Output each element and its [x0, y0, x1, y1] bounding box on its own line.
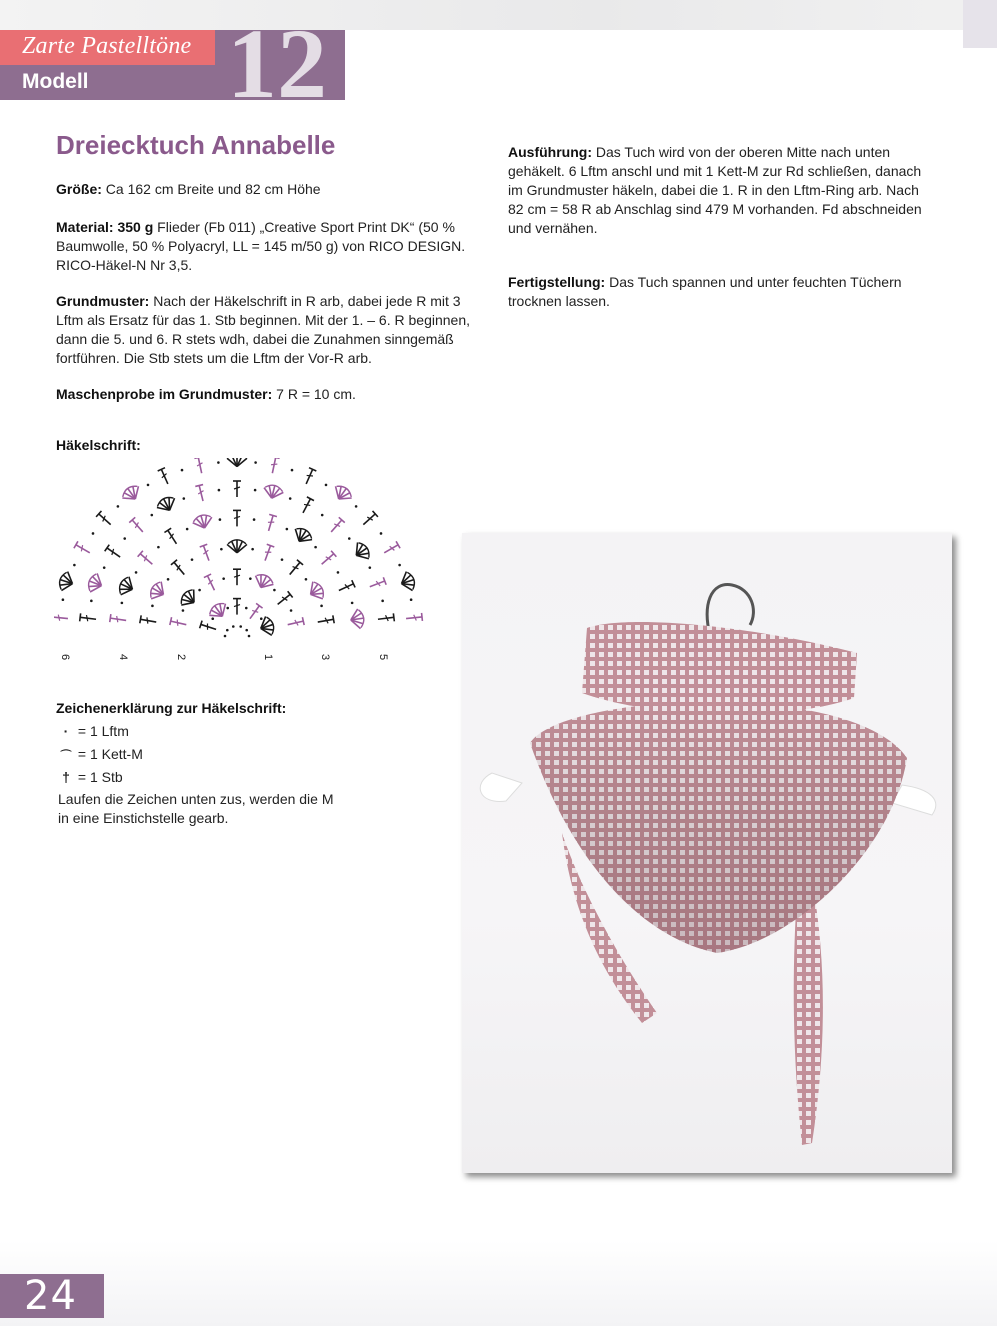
chain-dot	[251, 548, 254, 551]
section-subtitle: Zarte Pastelltöne	[22, 33, 192, 59]
chain-dot	[222, 577, 225, 580]
chain-dot	[314, 546, 317, 549]
size-paragraph	[56, 180, 476, 199]
double-crochet-symbol	[140, 615, 157, 626]
chain-dot	[380, 532, 383, 535]
chain-dot	[198, 589, 201, 592]
shell-symbol	[116, 575, 136, 599]
shell-symbol	[178, 587, 201, 611]
chain-dot	[92, 532, 95, 535]
shell-symbol	[155, 494, 179, 515]
double-crochet-symbol	[195, 485, 207, 502]
shell-symbol	[191, 513, 214, 531]
double-crochet-symbol	[233, 569, 241, 585]
material-paragraph	[56, 218, 476, 275]
row-number: 4	[117, 654, 129, 661]
footer-strip	[0, 1240, 997, 1326]
double-crochet-symbol	[337, 580, 355, 594]
double-crochet-symbol	[110, 614, 127, 624]
chain-dot	[351, 602, 354, 605]
shell-symbol	[291, 525, 315, 547]
legend-item-text: = 1 Lftm	[74, 723, 129, 739]
chain-dot	[167, 578, 170, 581]
chain-dot	[325, 484, 328, 487]
double-crochet-symbol	[129, 517, 146, 534]
chain-dot	[62, 598, 65, 601]
double-crochet-symbol	[261, 544, 274, 562]
chain-dot	[355, 505, 358, 508]
chain-dot	[103, 566, 106, 569]
gauge-paragraph	[56, 385, 476, 404]
double-crochet-symbol	[200, 544, 213, 562]
double-crochet-symbol	[138, 551, 155, 568]
double-crochet-symbol	[74, 541, 92, 556]
legend-item-slip	[58, 745, 143, 766]
chart-heading	[56, 436, 476, 455]
pattern-text: Nach der Häkelschrift in R arb, dabei jede R mit 3 Lftm als Ersatz für das 1. Stb beginnen. Mit der 1. – 6. R beginnen, dann die 5. und 6. R stets wdh, dabei die Zunahmen sinngemäß fortführen. Die Stb stets um die Lftm der Vor-R arb.	[56, 293, 471, 366]
shell-symbol	[147, 579, 168, 603]
row-number: 5	[377, 654, 389, 661]
chain-dot	[191, 558, 194, 561]
double-crochet-symbol	[233, 510, 241, 526]
shell-symbol	[86, 572, 105, 595]
shell-symbol	[351, 540, 373, 564]
chart-label: Häkelschrift:	[56, 437, 141, 453]
chain-dot	[219, 518, 222, 521]
chain-stitch-icon: ·	[63, 723, 69, 739]
execution-paragraph	[508, 143, 938, 238]
double-crochet-symbol	[361, 511, 378, 528]
double-crochet-symbol	[171, 560, 187, 577]
shell-symbol	[398, 570, 417, 593]
double-crochet-symbol	[194, 458, 205, 474]
shawl-photo	[462, 533, 952, 1173]
top-border-strip	[0, 0, 997, 30]
double-crochet-symbol	[105, 545, 123, 561]
slip-stitch-icon: ⌒	[60, 750, 72, 762]
chain-dot	[121, 602, 124, 605]
model-number: 12	[227, 8, 327, 119]
chain-dot	[183, 497, 186, 500]
chain-dot	[254, 489, 257, 492]
chain-dot	[218, 489, 221, 492]
chain-dot	[90, 600, 93, 603]
double-crochet-symbol	[302, 468, 316, 486]
double-crochet-symbol	[204, 574, 218, 592]
shell-symbol	[306, 579, 327, 603]
chain-dot	[369, 566, 372, 569]
chain-dot	[249, 577, 252, 580]
legend-item-chain	[58, 722, 129, 741]
double-crochet-symbol	[164, 528, 179, 546]
legend-item-double	[58, 768, 123, 787]
chain-dot	[290, 609, 293, 612]
pattern-label: Grundmuster:	[56, 293, 150, 309]
double-crochet-symbol	[287, 560, 303, 577]
chain-dot	[320, 605, 323, 608]
shell-symbol	[57, 570, 76, 593]
double-crochet-symbol	[287, 617, 304, 628]
double-crochet-symbol	[406, 613, 423, 623]
row-number: 6	[59, 654, 71, 661]
double-crochet-symbol	[200, 621, 218, 634]
chain-dot	[239, 625, 242, 628]
shell-symbol	[349, 608, 365, 630]
double-crochet-symbol	[233, 599, 241, 615]
double-crochet-symbol	[319, 551, 336, 568]
shell-symbol	[252, 571, 276, 591]
double-crochet-symbol	[54, 613, 68, 623]
page-title: Dreiecktuch Annabelle	[56, 130, 336, 160]
chain-dot	[254, 461, 257, 464]
chain-dot	[226, 607, 229, 610]
double-crochet-symbol	[80, 613, 97, 623]
chain-dot	[232, 625, 235, 628]
chain-dot	[381, 600, 384, 603]
page-number: 24	[0, 1274, 104, 1318]
chain-dot	[151, 605, 154, 608]
chain-dot	[281, 558, 284, 561]
execution-label: Ausführung:	[508, 144, 592, 160]
chain-dot	[150, 514, 153, 517]
chain-dot	[410, 598, 413, 601]
chain-dot	[273, 589, 276, 592]
double-crochet-symbol	[96, 511, 113, 528]
legend-item-text: = 1 Kett-M	[74, 746, 143, 762]
chain-dot	[253, 518, 256, 521]
double-crochet-symbol	[328, 517, 345, 534]
shell-symbol	[207, 600, 231, 622]
shell-symbol	[227, 540, 247, 553]
execution-text: Das Tuch wird von der oberen Mitte nach unten gehäkelt. 6 Lftm anschl und mit 1 Kett-M zur Rd schließen, danach im Grundmuster häkeln, dabei die 1. R in den Lftm-Ring arb. Nach 82 cm = 58 R ab Anschlag sind 479 M vorhanden. Fd abschneiden und vernähen.	[508, 144, 922, 236]
chain-dot	[289, 497, 292, 500]
material-text: Flieder (Fb 011) „Creative Sport Print DK“ (50 % Baumwolle, 50 % Polyacryl, LL = 145 m/50 g) von RICO DESIGN. RICO-Häkel-N Nr 3,5.	[56, 219, 466, 273]
chain-dot	[337, 571, 340, 574]
double-crochet-symbol	[265, 514, 277, 532]
size-label: Größe:	[56, 181, 102, 197]
double-crochet-symbol	[382, 541, 400, 556]
double-crochet-symbol	[275, 591, 292, 607]
chain-dot	[286, 528, 289, 531]
chain-dot	[135, 571, 138, 574]
chain-dot	[245, 629, 248, 632]
gauge-text: 7 R = 10 cm.	[272, 386, 356, 402]
chain-dot	[181, 469, 184, 472]
row-number: 3	[319, 654, 331, 661]
double-crochet-symbol	[233, 481, 241, 497]
shell-symbol	[227, 458, 247, 467]
chain-dot	[217, 461, 220, 464]
chain-dot	[348, 537, 351, 540]
chain-dot	[291, 469, 294, 472]
chain-dot	[220, 548, 223, 551]
chain-dot	[147, 484, 150, 487]
section-label: Modell	[22, 70, 89, 93]
size-text: Ca 162 cm Breite und 82 cm Höhe	[101, 181, 321, 197]
shell-symbol	[120, 483, 144, 505]
chain-dot	[186, 528, 189, 531]
chain-dot	[398, 564, 401, 567]
shell-symbol	[262, 483, 284, 500]
chain-dot	[305, 578, 308, 581]
chain-dot	[321, 514, 324, 517]
gauge-label: Maschenprobe im Grundmuster:	[56, 386, 273, 402]
shell-symbol	[331, 483, 355, 505]
chain-dot	[260, 617, 263, 620]
material-amount: 350 g	[113, 219, 154, 235]
chain-dot	[182, 609, 185, 612]
legend-heading-text: Zeichenerklärung zur Häkelschrift:	[56, 700, 287, 716]
double-crochet-symbol	[158, 468, 172, 486]
chain-dot	[226, 629, 229, 632]
crochet-chart	[54, 458, 424, 668]
chain-dot	[211, 617, 214, 620]
double-crochet-symbol	[368, 577, 386, 590]
legend-heading	[56, 699, 476, 718]
double-crochet-symbol	[268, 458, 279, 474]
finishing-label: Fertigstellung:	[508, 274, 606, 290]
shawl-illustration	[462, 533, 952, 1173]
chain-dot	[224, 635, 227, 638]
finishing-text: Das Tuch spannen und unter feuchten Tüchern trocknen lassen.	[508, 274, 902, 309]
double-crochet-symbol	[377, 613, 394, 623]
chain-dot	[123, 537, 126, 540]
row-number: 2	[175, 654, 187, 661]
material-label: Material:	[56, 219, 114, 235]
pattern-paragraph	[56, 292, 476, 368]
chain-dot	[245, 607, 248, 610]
chain-dot	[248, 635, 251, 638]
chain-dot	[117, 505, 120, 508]
legend-note: Laufen die Zeichen unten zus, werden die M in eine Einstichstelle gearb.	[58, 791, 334, 826]
chain-dot	[157, 546, 160, 549]
double-crochet-symbol	[170, 617, 187, 628]
double-crochet-icon: †	[62, 769, 70, 785]
top-corner-accent	[963, 0, 997, 48]
row-number: 1	[262, 654, 274, 661]
chain-dot	[73, 564, 76, 567]
double-crochet-symbol	[299, 497, 314, 515]
double-crochet-symbol	[317, 615, 334, 626]
legend-item-text: = 1 Stb	[74, 769, 123, 785]
finishing-paragraph	[508, 273, 938, 311]
